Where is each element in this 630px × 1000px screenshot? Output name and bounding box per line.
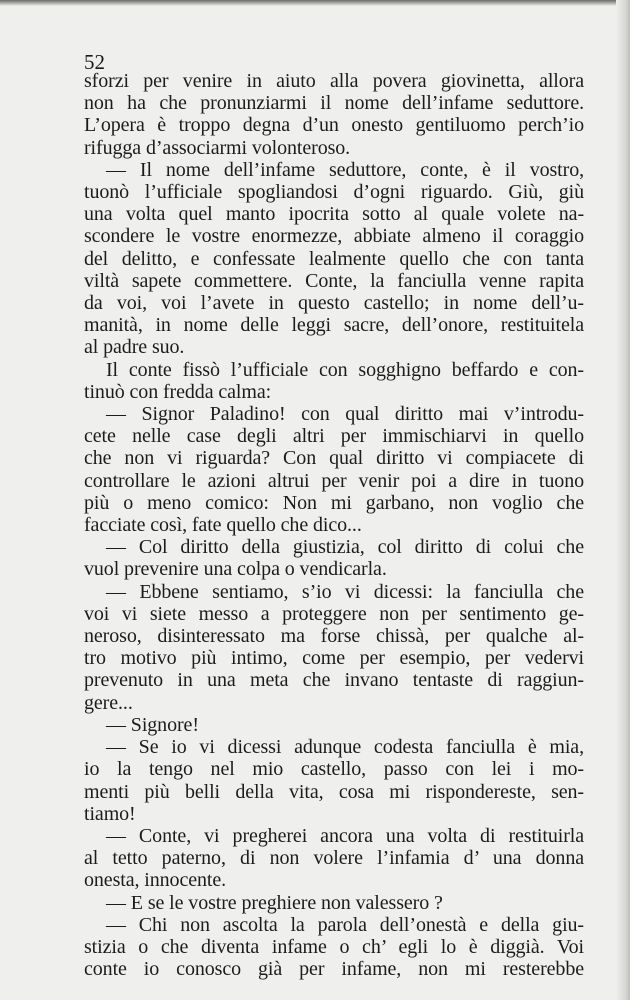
- text-line: — Il nome dell’infame seduttore, conte, è il vostro,: [106, 158, 584, 181]
- text-line: — E se le vostre preghiere non valessero ?: [106, 891, 443, 914]
- text-line: — Signor Paladino! con qual diritto mai v’introdu-: [106, 403, 584, 426]
- text-line: tinuò con fredda calma:: [84, 380, 272, 403]
- text-line: non ha che pronunziarmi il nome dell’infame seduttore.: [84, 92, 584, 115]
- text-line: manità, in nome delle leggi sacre, dell’onore, restituitela: [84, 314, 584, 337]
- page-number: 52: [84, 50, 105, 74]
- text-line: tuonò l’ufficiale spogliandosi d’ogni riguardo. Giù, giù: [84, 181, 584, 204]
- text-line: — Signore!: [106, 713, 199, 736]
- text-line: menti più belli della vita, cosa mi rispondereste, sen-: [84, 780, 584, 803]
- text-line: Il conte fissò l’ufficiale con sogghigno beffardo e con-: [106, 358, 584, 381]
- text-line: del delitto, e confessate lealmente quello che con tanta: [84, 247, 584, 270]
- text-line: stizia o che diventa infame o ch’ egli lo è diggià. Voi: [84, 935, 584, 958]
- text-line: tiamo!: [84, 802, 136, 825]
- text-line: gere...: [84, 691, 133, 714]
- page-binding-shadow: [616, 0, 630, 1000]
- page-top-edge-shadow: [0, 0, 630, 6]
- text-line: voi vi siete messo a proteggere non per sentimento ge-: [84, 602, 584, 625]
- text-line: che non vi riguarda? Con qual diritto vi compiacete di: [84, 447, 584, 470]
- text-line: scondere le vostre enormezze, abbiate almeno il coraggio: [84, 225, 584, 248]
- text-line: tro motivo più intimo, come per esempio, per vedervi: [84, 647, 584, 670]
- text-line: una volta quel manto ipocrita sotto al quale volete na-: [84, 203, 584, 226]
- body-text: [84, 70, 584, 980]
- text-line: rifugga d’associarmi volonteroso.: [84, 136, 351, 159]
- text-line: prevenuto in una meta che invano tentaste di raggiun-: [84, 669, 584, 692]
- text-line: cete nelle case degli altri per immischiarvi in quello: [84, 425, 584, 448]
- text-line: — Ebbene sentiamo, s’io vi dicessi: la fanciulla che: [106, 580, 584, 603]
- text-line: da voi, voi l’avete in questo castello; in nome dell’u-: [84, 292, 584, 315]
- text-line: al tetto paterno, di non volere l’infamia d’ una donna: [84, 847, 584, 870]
- text-line: L’opera è troppo degna d’un onesto gentiluomo perch’io: [84, 114, 584, 137]
- text-line: controllare le azioni altrui per venir poi a dire in tuono: [84, 469, 584, 492]
- text-line: — Conte, vi pregherei ancora una volta di restituirla: [106, 824, 584, 847]
- text-line: conte io conosco già per infame, non mi resterebbe: [84, 958, 584, 981]
- text-line: viltà sapete commettere. Conte, la fanciulla venne rapita: [84, 269, 584, 292]
- text-line: — Col diritto della giustizia, col diritto di colui che: [106, 536, 584, 559]
- text-line: onesta, innocente.: [84, 869, 227, 892]
- text-line: — Chi non ascolta la parola dell’onestà e della giu-: [106, 913, 584, 936]
- text-line: facciate così, fate quello che dico...: [84, 514, 362, 537]
- text-line: — Se io vi dicessi adunque codesta fanciulla è mia,: [106, 736, 584, 759]
- text-line: più o meno comico: Non mi garbano, non voglio che: [84, 491, 584, 514]
- text-line: al padre suo.: [84, 336, 185, 359]
- text-line: io la tengo nel mio castello, passo con lei i mo-: [84, 758, 584, 781]
- text-line: sforzi per venire in aiuto alla povera giovinetta, allora: [84, 70, 584, 92]
- text-line: neroso, disinteressato ma forse chissà, per qualche al-: [84, 625, 584, 648]
- text-line: vuol prevenire una colpa o vendicarla.: [84, 558, 387, 581]
